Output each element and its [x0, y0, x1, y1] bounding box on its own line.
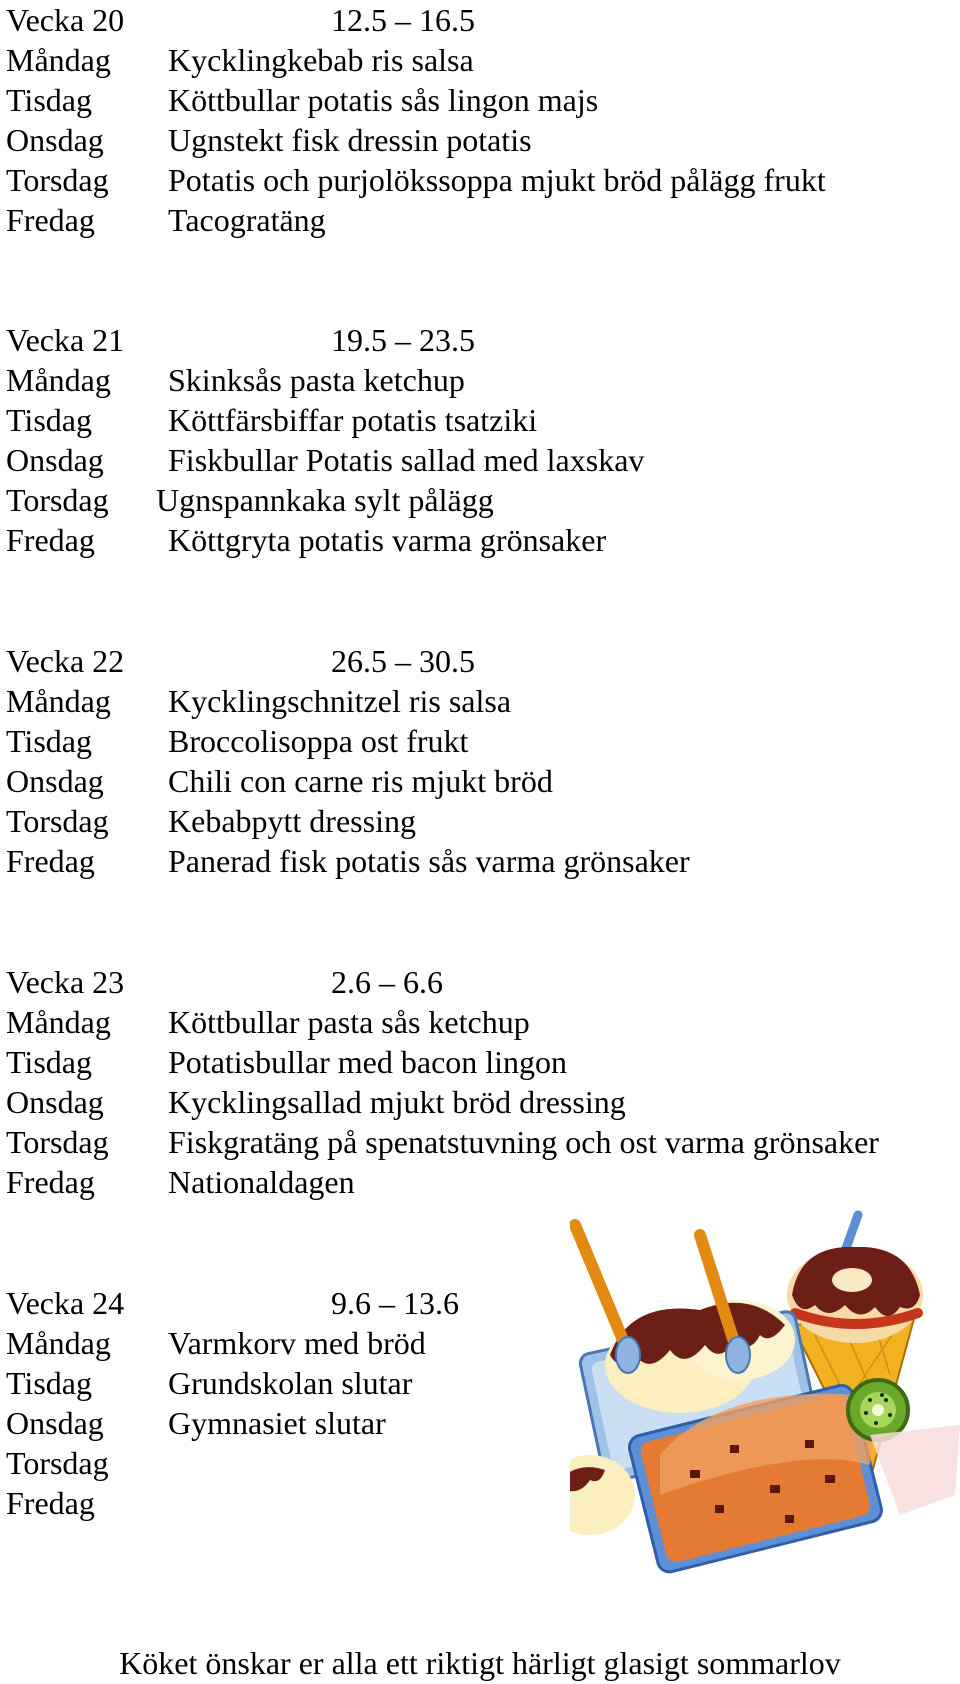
week-dates: 9.6 – 13.6	[331, 1285, 459, 1321]
dish: Gymnasiet slutar	[168, 1405, 386, 1441]
closing-message: Köket önskar er alla ett riktigt härligt glasigt sommarlov	[119, 1645, 841, 1681]
dish: Varmkorv med bröd	[168, 1325, 426, 1361]
day-name: Torsdag	[6, 803, 109, 839]
week-dates: 2.6 – 6.6	[331, 964, 443, 1000]
day-name: Fredag	[6, 843, 95, 879]
day-name: Tisdag	[6, 1044, 92, 1080]
day-name: Måndag	[6, 42, 111, 78]
dish: Köttgryta potatis varma grönsaker	[168, 522, 607, 558]
day-name: Måndag	[6, 362, 111, 398]
day-name: Fredag	[6, 522, 95, 558]
day-name: Torsdag	[6, 162, 109, 198]
day-name: Onsdag	[6, 1084, 104, 1120]
ice-cream-illustration-icon	[570, 1195, 960, 1635]
week-label: Vecka 23	[6, 964, 125, 1000]
day-name: Fredag	[6, 202, 95, 238]
day-name: Onsdag	[6, 1405, 104, 1441]
day-name: Måndag	[6, 1004, 111, 1040]
dish: Köttfärsbiffar potatis tsatziki	[168, 402, 538, 438]
week-dates: 26.5 – 30.5	[331, 643, 475, 679]
dish: Broccolisoppa ost frukt	[168, 723, 469, 759]
dish: Nationaldagen	[168, 1164, 355, 1200]
day-name: Måndag	[6, 1325, 111, 1361]
day-name: Tisdag	[6, 723, 92, 759]
day-name: Tisdag	[6, 1365, 92, 1401]
dish: Fiskgratäng på spenatstuvning och ost varma grönsaker	[168, 1124, 879, 1160]
week-label: Vecka 20	[6, 2, 125, 38]
dish: Chili con carne ris mjukt bröd	[168, 763, 553, 799]
day-name: Torsdag	[6, 1124, 109, 1160]
dish: Ugnstekt fisk dressin potatis	[168, 122, 532, 158]
week-dates: 12.5 – 16.5	[331, 2, 475, 38]
day-name: Måndag	[6, 683, 111, 719]
day-name: Torsdag	[6, 482, 109, 518]
day-name: Onsdag	[6, 122, 104, 158]
dish: Skinksås pasta ketchup	[168, 362, 465, 398]
day-name: Tisdag	[6, 402, 92, 438]
dish: Kycklingsallad mjukt bröd dressing	[168, 1084, 626, 1120]
dish: Kycklingkebab ris salsa	[168, 42, 474, 78]
dish: Köttbullar pasta sås ketchup	[168, 1004, 530, 1040]
day-name: Tisdag	[6, 82, 92, 118]
dish: Köttbullar potatis sås lingon majs	[168, 82, 599, 118]
day-name: Fredag	[6, 1164, 95, 1200]
day-name: Fredag	[6, 1485, 95, 1521]
dish: Ugnspannkaka sylt pålägg	[156, 482, 494, 518]
week-label: Vecka 21	[6, 322, 125, 358]
dish: Fiskbullar Potatis sallad med laxskav	[168, 442, 645, 478]
dish: Tacogratäng	[168, 202, 326, 238]
dish: Panerad fisk potatis sås varma grönsaker	[168, 843, 690, 879]
day-name: Torsdag	[6, 1445, 109, 1481]
day-name: Onsdag	[6, 763, 104, 799]
dish: Kycklingschnitzel ris salsa	[168, 683, 512, 719]
dish: Kebabpytt dressing	[168, 803, 416, 839]
week-label: Vecka 22	[6, 643, 125, 679]
week-label: Vecka 24	[6, 1285, 125, 1321]
day-name: Onsdag	[6, 442, 104, 478]
dish: Potatisbullar med bacon lingon	[168, 1044, 568, 1080]
dish: Potatis och purjolökssoppa mjukt bröd pålägg frukt	[168, 162, 826, 198]
dish: Grundskolan slutar	[168, 1365, 413, 1401]
week-dates: 19.5 – 23.5	[331, 322, 475, 358]
